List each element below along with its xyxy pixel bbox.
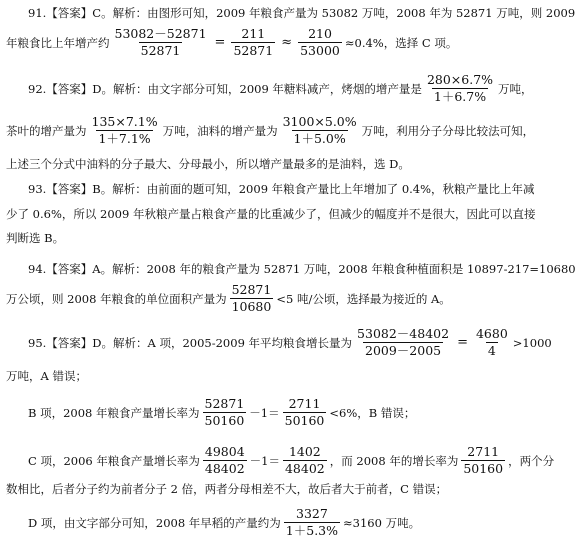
q95-option-d (28, 507, 420, 538)
q94-line-1 (28, 262, 576, 276)
q95-text: ，两个分 (508, 453, 555, 468)
fraction (231, 27, 275, 58)
numerator: 135×7.1% (91, 114, 158, 129)
denominator: 52871 (233, 43, 274, 58)
numerator: 280×6.7% (426, 72, 494, 87)
q94-text: <5 吨/公顷，选择最为接近的 A。 (276, 291, 451, 306)
numerator: 1402 (288, 444, 321, 459)
q93-line-1 (28, 182, 535, 196)
numerator: 52871 (231, 282, 272, 297)
q91-text: ≈0.4%，选择 C 项。 (344, 35, 458, 50)
fraction (298, 27, 342, 58)
fraction (90, 115, 160, 146)
fraction (283, 397, 327, 428)
q92-text: 万吨， (498, 81, 533, 96)
q92-text: 万吨，利用分子分母比较法可知， (361, 123, 535, 138)
denominator: 52871 (140, 43, 181, 58)
q93-text: 少了 0.6%，所以 2009 年秋粮产量占粮食产量的比重减少了，但减少的幅度并不是很大，因此可以直接 (6, 207, 536, 221)
operator: －1＝ (249, 453, 280, 468)
numerator: 53082－52871 (114, 26, 207, 41)
q93-text: 93.【答案】B。解析：由前面的题可知，2009 年粮食产量比上年增加了 0.4%，秋粮产量比上年减 (28, 182, 535, 196)
q93-line-3 (6, 231, 64, 245)
operator: ≈ (281, 34, 293, 50)
q95-text: ≈3160 万吨。 (343, 515, 421, 530)
numerator: 52871 (204, 396, 245, 411)
fraction (461, 445, 505, 476)
denominator: 10680 (231, 299, 272, 314)
q92-text: 茶叶的增产量为 (6, 123, 87, 138)
fraction (203, 397, 247, 428)
numerator: 2711 (467, 444, 500, 459)
q92-line-3 (6, 157, 410, 171)
q91-text: 91.【答案】C。解析：由图形可知，2009 年粮食产量为 53082 万吨，2008 年为 52871 万吨，则 2009 (28, 6, 576, 20)
q95-option-c-line-2 (6, 482, 447, 496)
q95-option-b (28, 397, 415, 428)
fraction (284, 507, 340, 538)
fraction (113, 27, 209, 58)
q95-line-2 (6, 369, 87, 383)
numerator: 3327 (296, 506, 328, 521)
denominator: 48402 (284, 461, 325, 476)
q94-line-2 (6, 283, 451, 314)
denominator: 48402 (204, 461, 245, 476)
q91-line-2 (6, 27, 457, 58)
q91-line-1 (28, 6, 575, 20)
numerator: 53082－48402 (357, 326, 450, 341)
denominator: 1＋6.7% (433, 89, 487, 104)
q92-text: 92.【答案】D。解析：由文字部分可知，2009 年糖料减产，烤烟的增产量是 (28, 81, 422, 96)
q95-text: 万吨，A 错误； (6, 369, 87, 383)
fraction (230, 283, 274, 314)
denominator: 2009－2005 (365, 343, 442, 358)
numerator: 49804 (204, 444, 245, 459)
numerator: 4680 (475, 326, 508, 341)
fraction (355, 327, 451, 358)
q95-text: 95.【答案】D。解析：A 项，2005-2009 年平均粮食增长量为 (28, 335, 353, 350)
fraction (203, 445, 247, 476)
operator: = (214, 34, 226, 50)
operator: = (457, 334, 468, 350)
q92-line-2 (6, 115, 534, 146)
numerator: 2711 (288, 396, 321, 411)
q95-text: D 项，由文字部分可知，2008 年早稻的产量约为 (28, 515, 281, 530)
q94-text: 94.【答案】A。解析：2008 年的粮食产量为 52871 万吨，2008 年粮食种植面积是 10897-217=10680 (28, 262, 576, 276)
q92-text: 上述三个分式中油料的分子最大、分母最小，所以增产量最多的是油料，选 D。 (6, 157, 410, 171)
q93-text: 判断选 B。 (6, 231, 65, 245)
q95-text: ，而 2008 年的增长率为 (329, 453, 459, 468)
denominator: 1＋5.0% (293, 131, 346, 146)
denominator: 50160 (204, 413, 245, 428)
q93-line-2 (6, 207, 535, 221)
q95-text: B 项，2008 年粮食产量增长率为 (28, 405, 200, 420)
q95-text: 数相比，后者分子约为前者分子 2 倍，两者分母相差不大，故后者大于前者，C 错误； (6, 482, 448, 496)
q94-text: 万公顷，则 2008 年粮食的单位面积产量为 (6, 291, 227, 306)
q95-text: >1000 (512, 335, 552, 350)
q95-line-1 (28, 327, 552, 358)
fraction (425, 73, 495, 104)
q92-text: 万吨，油料的增产量为 (162, 123, 278, 138)
denominator: 1＋7.1% (98, 131, 151, 146)
q95-text: <6%，B 错误； (329, 405, 416, 420)
q95-text: C 项，2006 年粮食产量增长率为 (28, 453, 200, 468)
numerator: 211 (241, 26, 266, 41)
operator: －1＝ (249, 405, 280, 420)
denominator: 50160 (284, 413, 325, 428)
fraction (474, 327, 510, 358)
q92-line-1 (28, 73, 533, 104)
denominator: 53000 (300, 43, 340, 58)
denominator: 50160 (463, 461, 504, 476)
q95-option-c (28, 445, 554, 476)
q91-text: 年粮食比上年增产约 (6, 35, 110, 50)
numerator: 210 (308, 26, 332, 41)
fraction (281, 115, 359, 146)
fraction (283, 445, 327, 476)
denominator: 1＋5.3% (285, 523, 339, 538)
denominator: 4 (487, 343, 496, 358)
numerator: 3100×5.0% (282, 114, 357, 129)
